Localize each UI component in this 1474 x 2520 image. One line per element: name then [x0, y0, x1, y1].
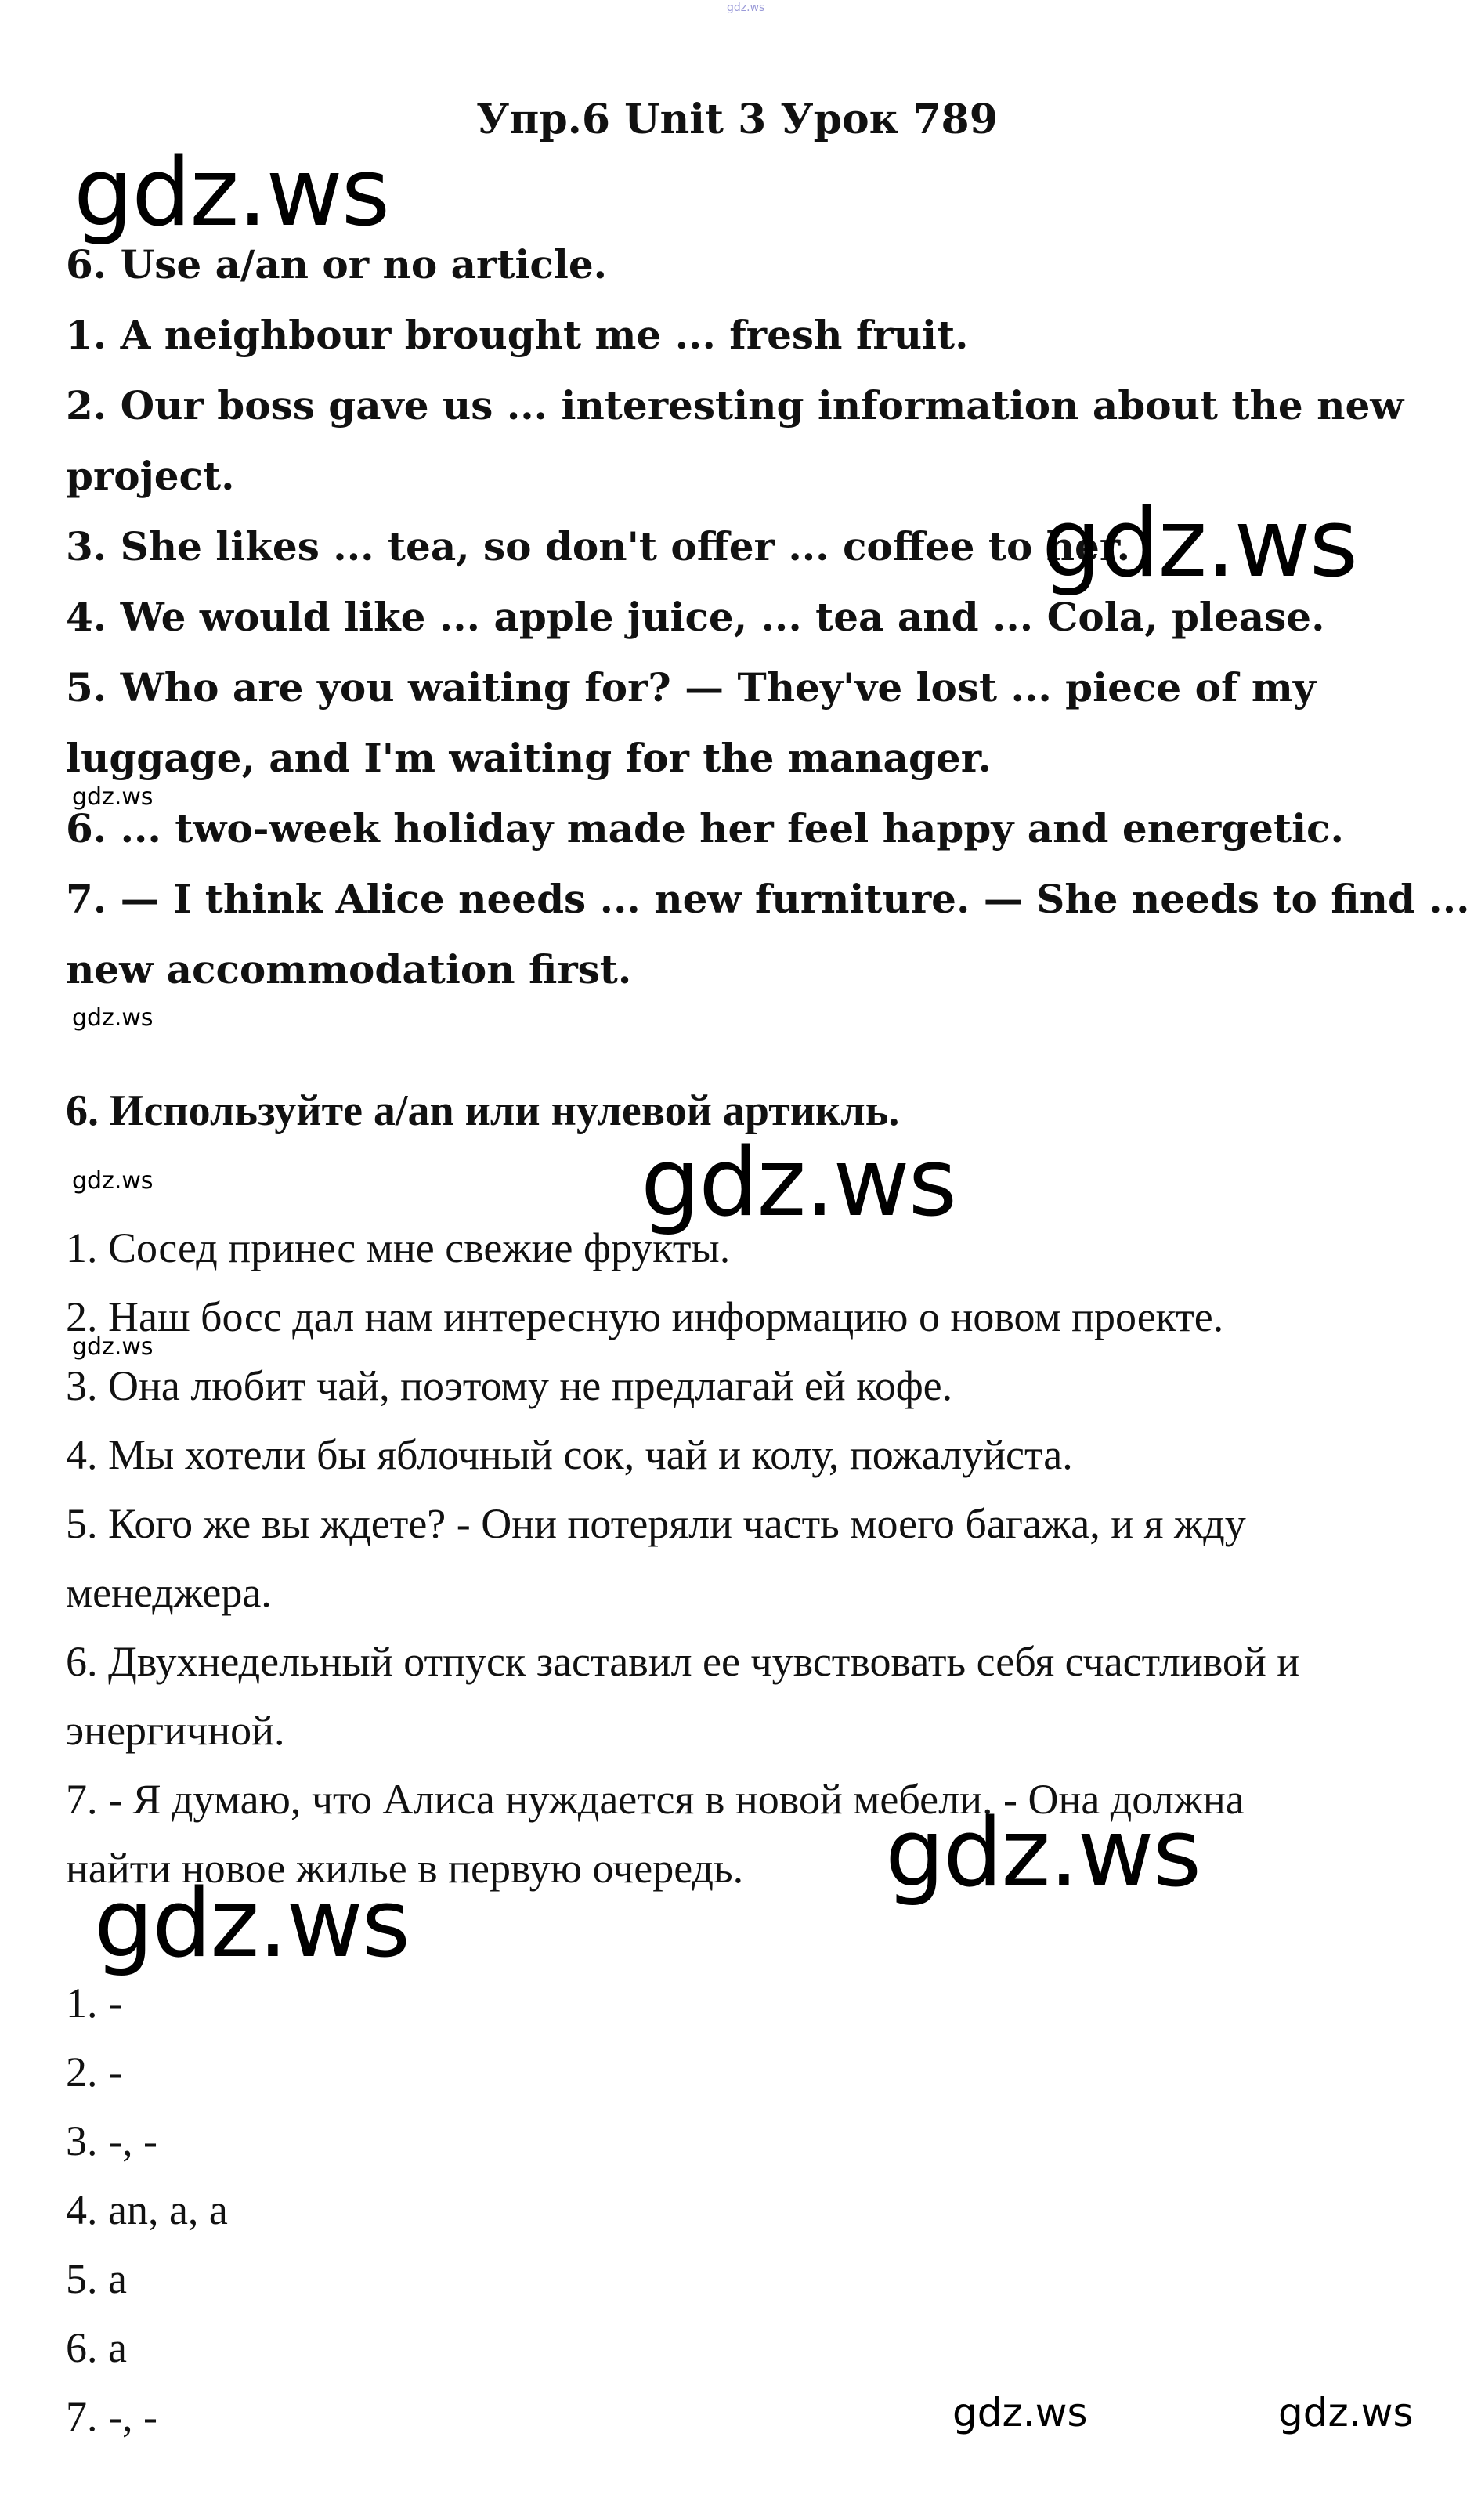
russian-line-5: 5. Кого же вы ждете? - Они потеряли часть моего багажа, и я жду — [66, 1500, 1246, 1547]
russian-line-9: 7. - Я думаю, что Алиса нуждается в новой мебели. - Она должна — [66, 1776, 1245, 1823]
russian-line-10: найти новое жилье в первую очередь. — [66, 1845, 744, 1892]
watermark-large: gdz.ws — [74, 139, 389, 248]
watermark-large: gdz.ws — [1042, 490, 1357, 598]
english-line-6: 5. Who are you waiting for? — They've lost ... piece of my — [66, 664, 1316, 710]
watermark-large: gdz.ws — [641, 1129, 956, 1238]
answer-5: 5. a — [66, 2255, 127, 2302]
watermark-medium: gdz.ws — [1278, 2390, 1414, 2435]
answer-3: 3. -, - — [66, 2117, 157, 2164]
english-line-2: 2. Our boss gave us ... interesting information about the new — [66, 382, 1404, 428]
watermark-small: gdz.ws — [72, 1167, 154, 1195]
english-line-7: luggage, and I'm waiting for the manager. — [66, 735, 992, 781]
english-line-3: project. — [66, 453, 235, 499]
answer-1: 1. - — [66, 1979, 122, 2026]
english-line-10: new accommodation first. — [66, 946, 632, 992]
english-line-5: 4. We would like ... apple juice, ... tea and ... Cola, please. — [66, 594, 1325, 640]
russian-line-1: 1. Сосед принес мне свежие фрукты. — [66, 1224, 731, 1271]
english-line-8: 6. ... two-week holiday made her feel happy and energetic. — [66, 805, 1344, 851]
answer-2: 2. - — [66, 2048, 122, 2095]
watermark-top-tiny: gdz.ws — [727, 2, 765, 14]
watermark-small: gdz.ws — [72, 1333, 154, 1361]
russian-line-6: менеджера. — [66, 1569, 272, 1616]
english-line-4: 3. She likes ... tea, so don't offer ... coffee to her. — [66, 523, 1131, 569]
watermark-small: gdz.ws — [72, 1004, 154, 1032]
english-task-heading: 6. Use a/an or no article. — [66, 241, 608, 287]
page-title: Упр.6 Unit 3 Урок 789 — [476, 96, 998, 143]
russian-line-7: 6. Двухнедельный отпуск заставил ее чувствовать себя счастливой и — [66, 1638, 1300, 1685]
russian-task-heading: 6. Используйте a/an или нулевой артикль. — [66, 1086, 900, 1135]
russian-line-4: 4. Мы хотели бы яблочный сок, чай и колу, пожалуйста. — [66, 1431, 1073, 1478]
answer-4: 4. an, a, a — [66, 2186, 228, 2233]
english-line-9: 7. — I think Alice needs ... new furniture. — She needs to find ... — [66, 876, 1470, 922]
watermark-medium: gdz.ws — [952, 2390, 1088, 2435]
english-line-1: 1. A neighbour brought me ... fresh fruit. — [66, 312, 969, 358]
watermark-large: gdz.ws — [94, 1870, 410, 1979]
russian-line-8: энергичной. — [66, 1707, 285, 1754]
watermark-large: gdz.ws — [885, 1799, 1201, 1908]
answer-7: 7. -, - — [66, 2393, 157, 2440]
russian-line-3: 3. Она любит чай, поэтому не предлагай ей кофе. — [66, 1362, 953, 1409]
russian-line-2: 2. Наш босс дал нам интересную информацию о новом проекте. — [66, 1293, 1224, 1340]
answer-6: 6. a — [66, 2324, 127, 2371]
watermark-small: gdz.ws — [72, 783, 154, 811]
